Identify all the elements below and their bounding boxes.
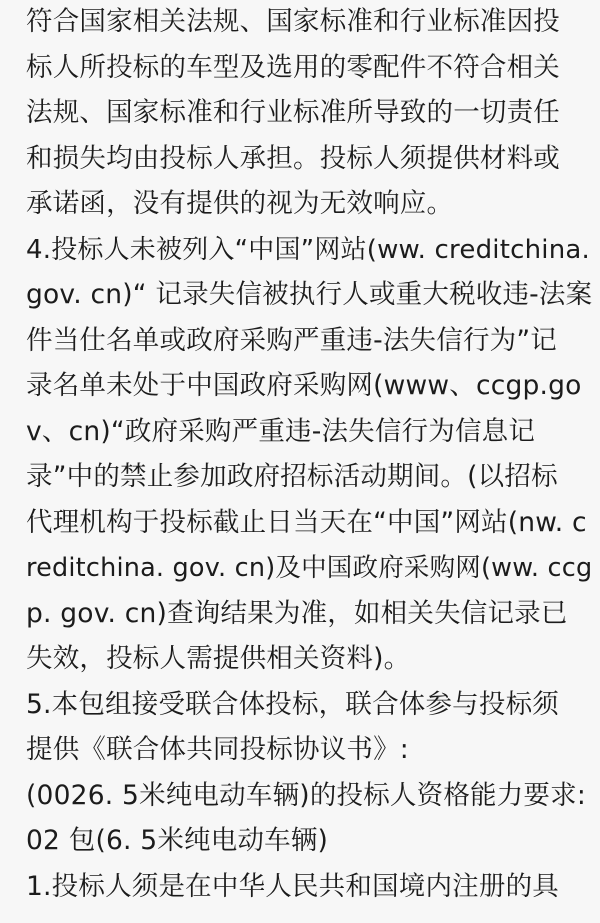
text-line: 失效，投标人需提供相关资料)。 xyxy=(26,643,411,674)
text-line: 5.本包组接受联合体投标，联合体参与投标须 xyxy=(26,689,559,720)
text-line: 代理机构于投标截止日当天在“中国”网站(nw. c xyxy=(26,507,587,538)
text-line: 和损失均由投标人承担。投标人须提供材料或 xyxy=(26,143,560,174)
text-line: 法规、国家标准和行业标准所导致的一切责任 xyxy=(26,97,560,128)
text-line: 02 包(6. 5米纯电动车辆) xyxy=(26,825,329,856)
text-line: 录”中的禁止参加政府招标活动期间。(以招标 xyxy=(26,461,558,492)
text-line: 承诺函，没有提供的视为无效响应。 xyxy=(26,188,454,219)
text-line: v、cn)“政府采购严重违-法失信行为信息记 xyxy=(26,416,536,447)
text-line: p. gov. cn)查询结果为准，如相关失信记录已 xyxy=(26,598,568,629)
text-line: 件当仕名单或政府采购严重违-法失信行为”记 xyxy=(26,325,557,356)
text-line: reditchina. gov. cn)及中国政府采购网(ww. ccg xyxy=(26,553,593,583)
text-line: 标人所投标的车型及选用的零配件不符合相关 xyxy=(26,52,560,83)
text-line: 4.投标人未被列入“中国”网站(ww. creditchina. xyxy=(26,235,590,265)
text-line: 符合国家相关法规、国家标准和行业标准因投 xyxy=(26,6,560,37)
text-line: (0026. 5米纯电动车辆)的投标人资格能力要求: xyxy=(26,780,586,811)
text-line: gov. cn)“ 记录失信被执行人或重大税收违-法案 xyxy=(26,279,593,310)
text-line: 1.投标人须是在中华人民共和国境内注册的具 xyxy=(26,871,559,902)
text-line: 提供《联合体共同投标协议书》: xyxy=(26,734,409,765)
text-line: 录名单未处于中国政府采购网(www、ccgp.go xyxy=(26,370,582,401)
